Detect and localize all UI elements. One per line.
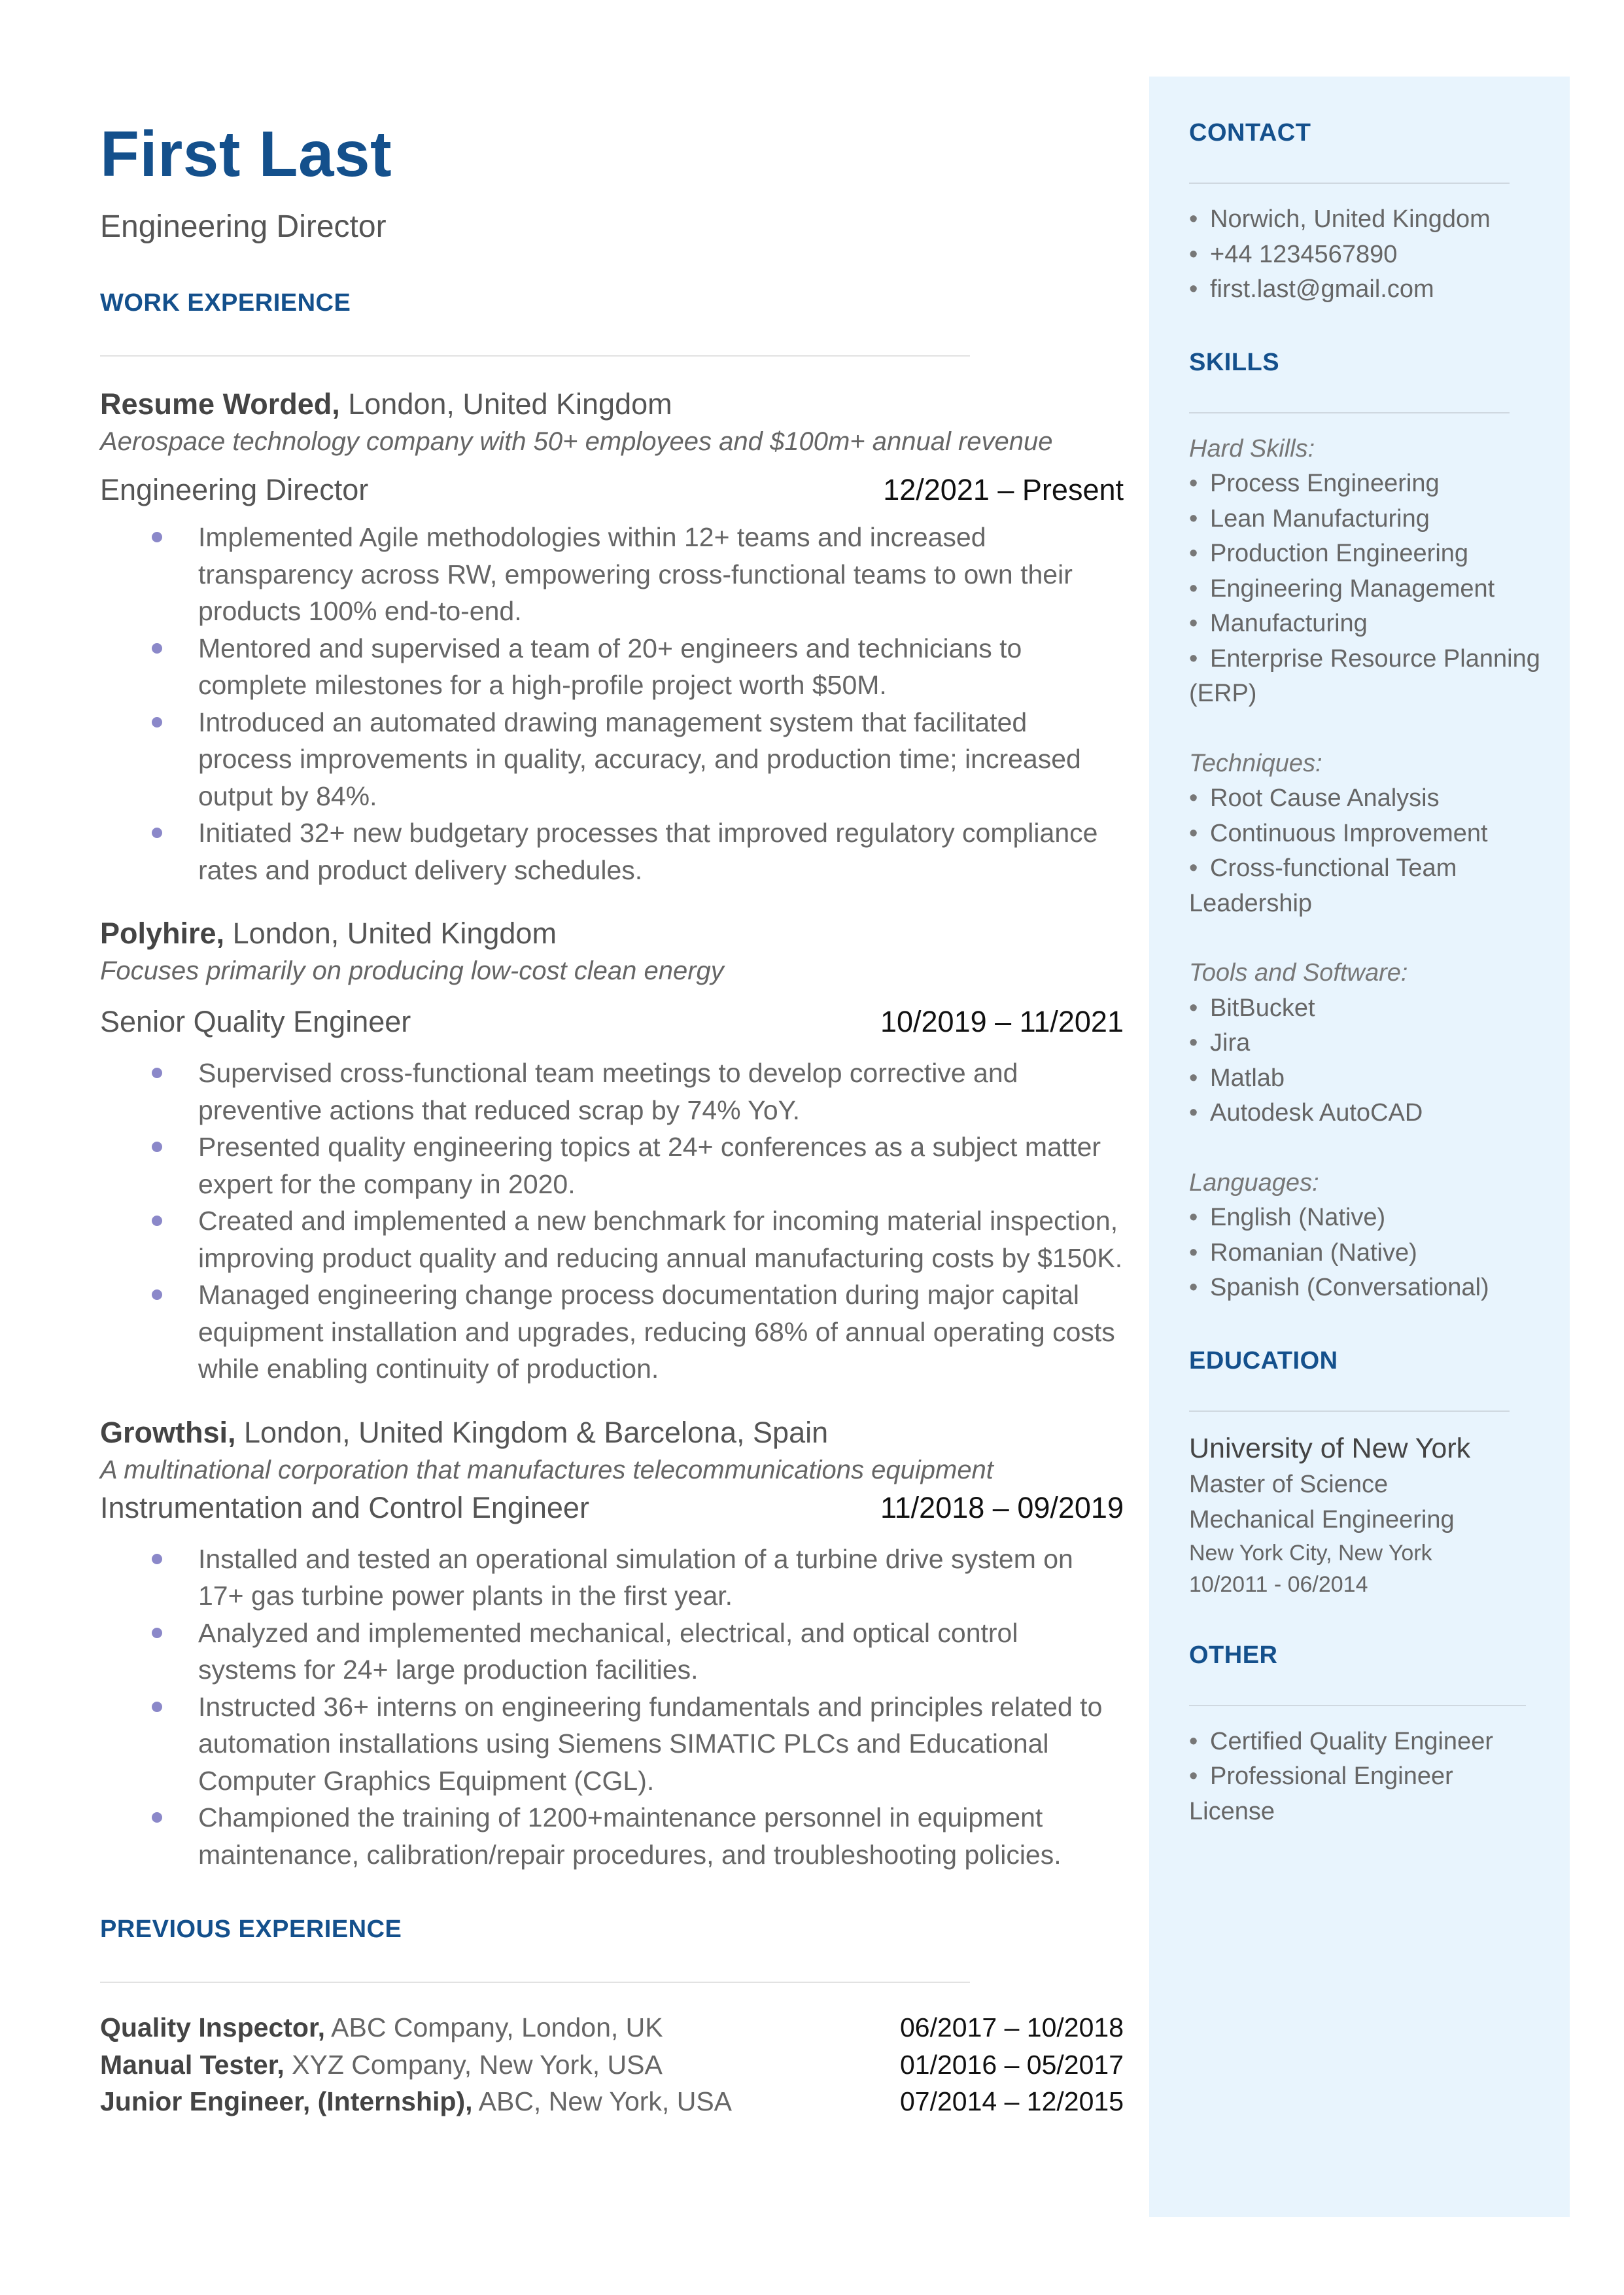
contact-heading: CONTACT [1189, 119, 1311, 147]
bullet-icon: • [1189, 540, 1198, 567]
job-dates: 10/2019 – 11/2021 [880, 1005, 1124, 1038]
job-bullets [100, 1541, 1124, 1874]
contact-email[interactable]: • first.last@gmail.com [1189, 272, 1555, 307]
bullet-dot-icon [152, 828, 162, 838]
bullet-icon: • [1189, 644, 1198, 673]
list-item: Championed the training of 1200+maintenance personnel in equipment maintenance, calibration/repair procedures, and troubleshooting policies. [100, 1799, 1124, 1873]
skills-group-languages [1189, 1166, 1555, 1306]
education-heading: EDUCATION [1189, 1346, 1338, 1375]
bullet-dot-icon [152, 1068, 162, 1078]
previous-dates: 07/2014 – 12/2015 [900, 2086, 1124, 2116]
list-item: • Autodesk AutoCAD [1189, 1096, 1555, 1131]
company-line [100, 1414, 1124, 1452]
list-item: • Lean Manufacturing [1189, 502, 1555, 537]
bullet-icon: • [1189, 240, 1198, 268]
bullet-icon: • [1189, 574, 1198, 603]
bullet-dot-icon [152, 1702, 162, 1712]
list-item: • Continuous Improvement [1189, 816, 1555, 852]
skills-list [1189, 466, 1555, 712]
company-line [100, 915, 1124, 953]
sidebar-content [1189, 117, 1555, 1829]
company-location: London, United Kingdom & Barcelona, Spain [235, 1415, 829, 1449]
skills-group-techniques [1189, 746, 1555, 922]
skills-group-tools [1189, 956, 1555, 1131]
bullet-icon: • [1189, 1099, 1198, 1127]
list-item: Initiated 32+ new budgetary processes that improved regulatory compliance rates and product delivery schedules. [100, 815, 1124, 888]
role-row [100, 1488, 1124, 1528]
previous-experience-list [100, 2009, 1124, 2120]
job-dates: 11/2018 – 09/2019 [880, 1490, 1124, 1524]
company-location: London, United Kingdom [224, 917, 557, 950]
previous-experience-heading: PREVIOUS EXPERIENCE [100, 1916, 402, 1943]
list-item: Introduced an automated drawing management system that facilitated process improvements in quality, accuracy, and production time; increased output by 84%. [100, 704, 1124, 815]
role-row [100, 470, 1124, 510]
bullet-dot-icon [152, 1289, 162, 1300]
previous-dates: 01/2016 – 05/2017 [900, 2049, 1124, 2080]
list-item: • Matlab [1189, 1061, 1555, 1096]
list-item: • Process Engineering [1189, 466, 1555, 502]
education-degree: Master of Science [1189, 1470, 1389, 1498]
skills-list [1189, 991, 1555, 1131]
list-item: • Certified Quality Engineer [1189, 1725, 1555, 1760]
previous-experience-row [100, 2046, 1124, 2084]
previous-detail: XYZ Company, New York, USA [284, 2049, 663, 2080]
company-description: Aerospace technology company with 50+ employees and $100m+ annual revenue [100, 427, 1053, 456]
bullet-icon: • [1189, 1204, 1198, 1231]
skills-list [1189, 781, 1555, 921]
bullet-dot-icon [152, 643, 162, 654]
other-list [1189, 1725, 1555, 1830]
list-item: • Romanian (Native) [1189, 1236, 1555, 1271]
list-item: • Professional Engineer [1189, 1759, 1555, 1795]
job-entry [100, 1414, 1124, 1874]
previous-role: Quality Inspector, [100, 2012, 326, 2042]
list-item: Instructed 36+ interns on engineering fundamentals and principles related to automation installations using Siemens SIMATIC PLCs and Educational Computer Graphics Equipment (CGL). [100, 1689, 1124, 1800]
section-divider [1189, 1410, 1510, 1412]
work-experience-heading: WORK EXPERIENCE [100, 289, 351, 317]
bullet-icon: • [1189, 1064, 1198, 1092]
previous-experience-row [100, 2083, 1124, 2120]
previous-role: Junior Engineer, (Internship), [100, 2086, 473, 2116]
list-item: Presented quality engineering topics at 24+ conferences as a subject matter expert for the company in 2020. [100, 1129, 1124, 1202]
list-item: • BitBucket [1189, 991, 1555, 1026]
other-heading: OTHER [1189, 1641, 1278, 1669]
bullet-icon: • [1189, 610, 1198, 637]
job-bullets [100, 1055, 1124, 1388]
list-item: • Root Cause Analysis [1189, 781, 1555, 816]
previous-experience-row [100, 2009, 1124, 2046]
bullet-icon: • [1189, 1727, 1198, 1755]
list-item: Installed and tested an operational simulation of a turbine drive system on 17+ gas turbine power plants in the first year. [100, 1541, 1124, 1615]
list-item: • Engineering Management [1189, 572, 1555, 607]
job-entry [100, 915, 1124, 1388]
list-item: • Production Engineering [1189, 536, 1555, 572]
list-item: • Manufacturing [1189, 606, 1555, 642]
list-item: Managed engineering change process documentation during major capital equipment installation and upgrades, reducing 68% of annual operating costs while enabling continuity of production. [100, 1276, 1124, 1388]
bullet-dot-icon [152, 1554, 162, 1564]
list-item: • Spanish (Conversational) [1189, 1270, 1555, 1306]
bullet-icon: • [1189, 205, 1198, 233]
previous-detail: ABC Company, London, UK [325, 2012, 663, 2042]
education-school: University of New York [1189, 1432, 1471, 1464]
list-item: • Cross-functional Team [1189, 851, 1555, 886]
company-line [100, 385, 1124, 423]
bullet-icon: • [1189, 504, 1198, 533]
bullet-dot-icon [152, 1628, 162, 1638]
company-description: Focuses primarily on producing low-cost clean energy [100, 956, 724, 985]
company-location: London, United Kingdom [339, 387, 672, 421]
contact-phone: • +44 1234567890 [1189, 237, 1555, 273]
list-item: • English (Native) [1189, 1200, 1555, 1236]
sidebar [1149, 77, 1570, 2217]
company-name: Resume Worded, [100, 387, 340, 421]
list-item: License [1189, 1797, 1275, 1825]
skills-group-label: Hard Skills: [1189, 434, 1315, 463]
job-role: Instrumentation and Control Engineer [100, 1490, 589, 1524]
job-entry [100, 385, 1124, 888]
skills-group-label: Techniques: [1189, 749, 1322, 777]
section-divider [100, 355, 970, 357]
education-dates: 10/2011 - 06/2014 [1189, 1571, 1368, 1597]
main-column [100, 114, 1124, 2120]
job-role: Senior Quality Engineer [100, 1005, 411, 1038]
bullet-icon: • [1189, 994, 1198, 1022]
skills-list [1189, 1200, 1555, 1306]
section-divider [100, 1982, 970, 1983]
list-item: Implemented Agile methodologies within 12+ teams and increased transparency across RW, empowering cross-functional teams to own their products 100% end-to-end. [100, 519, 1124, 630]
bullet-icon: • [1189, 854, 1198, 882]
candidate-name: First Last [100, 118, 392, 190]
previous-dates: 06/2017 – 10/2018 [900, 2012, 1124, 2042]
list-item: Created and implemented a new benchmark for incoming material inspection, improving product quality and reducing annual manufacturing costs by $150K. [100, 1202, 1124, 1276]
bullet-icon: • [1189, 1762, 1198, 1790]
company-name: Polyhire, [100, 917, 225, 950]
list-item: (ERP) [1189, 680, 1257, 707]
skills-group-label: Tools and Software: [1189, 959, 1408, 987]
role-row [100, 1002, 1124, 1042]
job-bullets [100, 519, 1124, 888]
candidate-title: Engineering Director [100, 209, 387, 244]
list-item: • Jira [1189, 1026, 1555, 1061]
bullet-dot-icon [152, 717, 162, 727]
bullet-dot-icon [152, 1812, 162, 1823]
section-divider [1189, 412, 1510, 413]
skills-group-label: Languages: [1189, 1168, 1319, 1197]
section-divider [1189, 1705, 1526, 1706]
bullet-dot-icon [152, 532, 162, 542]
bullet-icon: • [1189, 275, 1198, 303]
skills-group-hard [1189, 432, 1555, 712]
job-role: Engineering Director [100, 473, 369, 506]
bullet-icon: • [1189, 1029, 1198, 1057]
bullet-icon: • [1189, 1238, 1198, 1267]
list-item: Supervised cross-functional team meetings to develop corrective and preventive actions that reduced scrap by 74% YoY. [100, 1055, 1124, 1129]
skills-heading: SKILLS [1189, 348, 1280, 376]
education-location: New York City, New York [1189, 1540, 1432, 1566]
education-field: Mechanical Engineering [1189, 1505, 1455, 1533]
list-item: Analyzed and implemented mechanical, electrical, and optical control systems for 24+ large production facilities. [100, 1615, 1124, 1689]
bullet-icon: • [1189, 819, 1198, 847]
job-dates: 12/2021 – Present [883, 473, 1124, 506]
bullet-icon: • [1189, 784, 1198, 812]
company-description: A multinational corporation that manufactures telecommunications equipment [100, 1455, 993, 1484]
section-divider [1189, 183, 1510, 184]
previous-role: Manual Tester, [100, 2049, 285, 2080]
bullet-dot-icon [152, 1142, 162, 1152]
list-item: • Enterprise Resource Planning [1189, 642, 1555, 677]
previous-detail: ABC, New York, USA [472, 2086, 733, 2116]
company-name: Growthsi, [100, 1415, 236, 1449]
list-item: Mentored and supervised a team of 20+ engineers and technicians to complete milestones for a high-profile project worth $50M. [100, 630, 1124, 704]
bullet-icon: • [1189, 470, 1198, 497]
education-entry [1189, 1430, 1555, 1600]
bullet-icon: • [1189, 1274, 1198, 1301]
contact-location: • Norwich, United Kingdom [1189, 202, 1555, 237]
list-item: Leadership [1189, 889, 1313, 917]
contact-list [1189, 202, 1555, 307]
bullet-dot-icon [152, 1216, 162, 1226]
